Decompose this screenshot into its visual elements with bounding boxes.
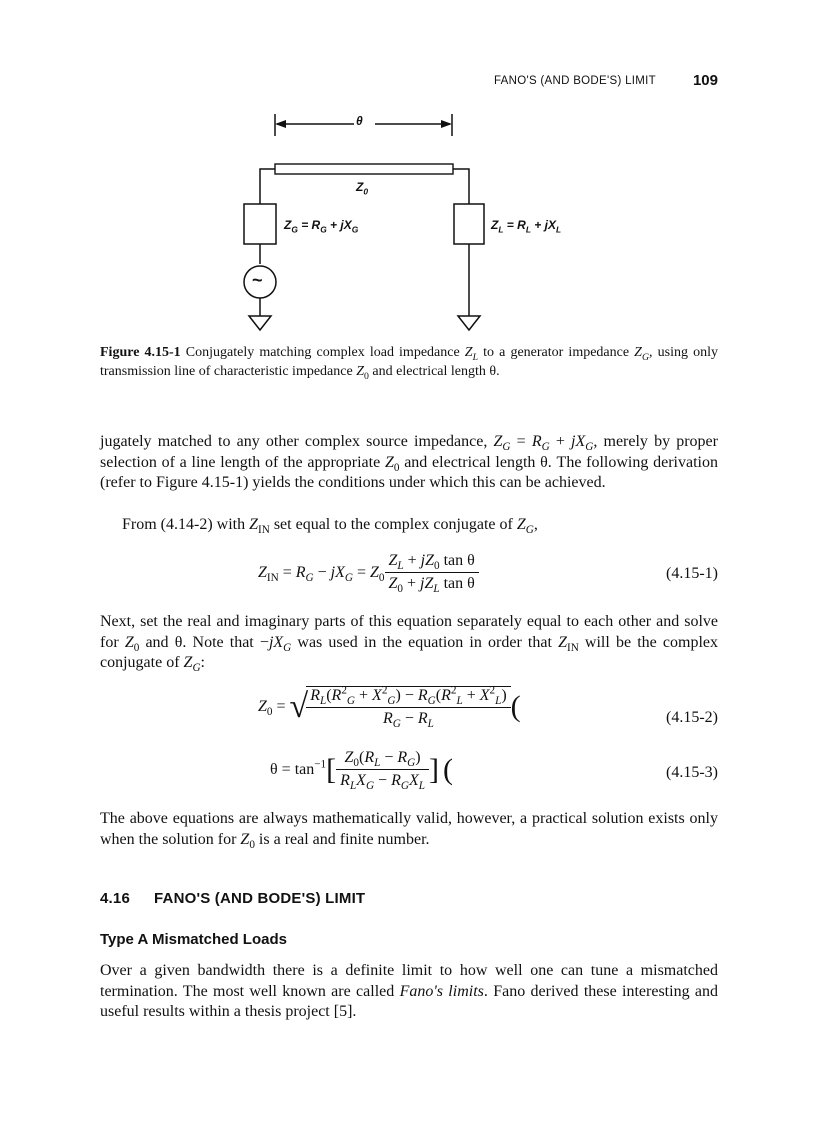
equation-number-2: (4.15-2) <box>666 709 718 726</box>
equation-number-3: (4.15-3) <box>666 764 718 781</box>
load-impedance-box <box>454 204 484 244</box>
theta-label: θ <box>356 114 363 128</box>
generator-impedance-box <box>244 204 276 244</box>
equation-4-15-3: $\theta = \tan^{-1}$[ $\frac{Z_0(R_L - R_G)}{R_LX_G - R_GX_L}$ ] ( <box>270 749 453 793</box>
equation-4-15-1: $Z_{IN} = R_G - jX_G = Z_0$ $\frac{Z_L + jZ_0 \tan \theta}{Z_0 + jZ_L \tan \theta}$ <box>258 552 479 593</box>
source-symbol: ~ <box>252 270 263 290</box>
z0-label: $Z_0$ <box>356 180 369 197</box>
section-title: FANO'S (AND BODE'S) LIMIT <box>154 890 366 907</box>
theta-arrowhead-right <box>441 120 452 128</box>
section-heading <box>100 890 365 907</box>
paragraph-2: From (4.14-2) with $Z_{IN}$ set equal to the complex conjugate of $Z_G$, <box>122 516 538 537</box>
running-title: FANO'S (AND BODE'S) LIMIT <box>493 75 656 87</box>
caption-label: Figure 4.15-1 <box>100 345 181 360</box>
theta-arrowhead-left <box>275 120 286 128</box>
section-number: 4.16 <box>100 890 130 907</box>
equation-number-1: (4.15-1) <box>666 565 718 582</box>
left-wire-top <box>260 169 275 204</box>
circuit-figure <box>230 110 610 340</box>
figure-caption: Figure 4.15-1 Conjugately matching complex load impedance $Z_L$ to a generator impedance $Z_G$, using only transmission line of characteristic impedance $Z_0$ and electrical length θ. <box>100 345 718 382</box>
paragraph-1: jugately matched to any other complex source impedance, $Z_G = R_G + jX_G$, merely by proper selection of a line length of the appropriate $Z_0$ and electrical length θ. The following derivation (refer to Figure 4.15-1) yields the conditions under which this can be achieved. <box>100 433 718 491</box>
paragraph-4: The above equations are always mathematically valid, however, a practical solution exists only when the solution for $Z_0$ is a real and finite number. <box>100 810 718 851</box>
ground-right <box>458 316 480 330</box>
ground-left <box>249 316 271 330</box>
zg-label: $Z_G = R_G + jX_G$ <box>284 218 359 235</box>
subsection-heading: Type A Mismatched Loads <box>100 931 287 948</box>
right-wire-top <box>453 169 469 204</box>
transmission-line <box>275 164 453 174</box>
running-header <box>100 72 718 94</box>
zl-label: $Z_L = R_L + jX_L$ <box>491 218 562 235</box>
paragraph-5: Over a given bandwidth there is a definite limit to how well one can tune a mismatched termination. The most well known are called Fano's limits. Fano derived these interesting and useful results within a thesis project [5]. <box>100 962 718 1020</box>
paragraph-3: Next, set the real and imaginary parts of this equation separately equal to each other and solve for $Z_0$ and θ. Note that $-jX_G$ was used in the equation in order that $Z_{IN}$ will be the complex conjugate of $Z_G$: <box>100 613 718 675</box>
equation-4-15-2: $Z_0$ = √ $\frac{R_L(R^2_G + X^2_G) - R_G(R^2_L + X^2_L)}{R_G - R_L}$ ( <box>258 684 521 731</box>
page-number: 109 <box>692 72 718 89</box>
